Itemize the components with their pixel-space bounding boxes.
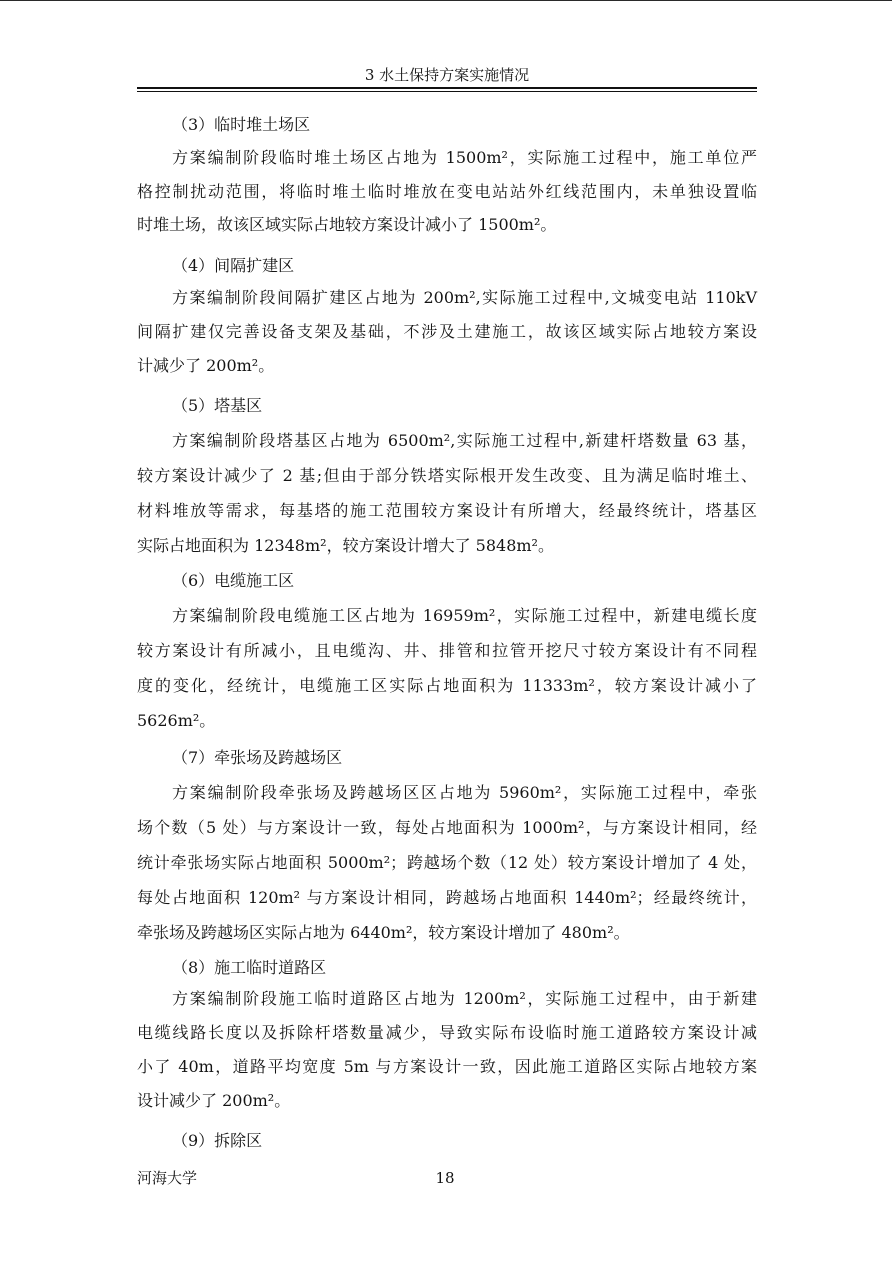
paragraph-line: 材料堆放等需求，每基塔的施工范围较方案设计有所增大，经最终统计，塔基区 [137, 501, 757, 520]
paragraph [137, 423, 757, 563]
page-number: 18 [435, 1169, 455, 1187]
paragraph [137, 775, 757, 950]
section-tower-foundation [137, 389, 757, 563]
running-header-title: 3 水土保持方案实施情况 [364, 66, 530, 84]
section-heading: （7）牵张场及跨越场区 [172, 747, 343, 767]
paragraph-line: 度的变化，经统计，电缆施工区实际占地面积为 11333m²，较方案设计减小了 [137, 675, 757, 695]
section-temporary-soil-stockpile [137, 109, 757, 242]
paragraph-line: 方案编制阶段临时堆土场区占地为 1500m²，实际施工过程中，施工单位严 [172, 148, 757, 167]
paragraph [137, 281, 757, 383]
paragraph-line: 方案编制阶段塔基区占地为 6500m²,实际施工过程中,新建杆塔数量 63 基， [172, 431, 757, 450]
section-heading: （6）电缆施工区 [172, 570, 295, 590]
section-heading: （9）拆除区 [172, 1131, 263, 1150]
paragraph-line: 间隔扩建仅完善设备支架及基础，不涉及土建施工，故该区域实际占地较方案设 [137, 322, 757, 341]
paragraph [137, 982, 757, 1118]
paragraph-line: 格控制扰动范围，将临时堆土临时堆放在变电站站外红线范围内，未单独设置临 [137, 181, 757, 201]
section-heading: （3）临时堆土场区 [172, 115, 311, 134]
paragraph-line: 方案编制阶段施工临时道路区占地为 1200m²，实际施工过程中，由于新建 [172, 989, 757, 1008]
paragraph-line: 小了 40m，道路平均宽度 5m 与方案设计一致，因此施工道路区实际占地较方案 [137, 1057, 757, 1076]
paragraph-line: 电缆线路长度以及拆除杆塔数量减少，导致实际布设临时施工道路较方案设计减 [137, 1023, 757, 1042]
section-heading: （4）间隔扩建区 [172, 256, 295, 275]
section-tension-and-crossing-field [137, 740, 757, 950]
paragraph-line: 方案编制阶段间隔扩建区占地为 200m²,实际施工过程中,文城变电站 110kV [172, 288, 757, 307]
paragraph-line: 较方案设计减少了 2 基;但由于部分铁塔实际根开发生改变、且为满足临时堆土、 [137, 466, 757, 485]
section-bay-expansion [137, 251, 757, 383]
paragraph-line: 牵张场及跨越场区实际占地为 6440m²，较方案设计增加了 480m²。 [137, 922, 630, 942]
paragraph-line: 统计牵张场实际占地面积 5000m²；跨越场个数（12 处）较方案设计增加了 4 处， [137, 852, 757, 872]
header-rule-thick [137, 87, 757, 89]
header-rule-thin [137, 91, 757, 92]
paragraph-line: 设计减少了 200m²。 [137, 1091, 291, 1110]
paragraph-line: 场个数（5 处）与方案设计一致，每处占地面积为 1000m²，与方案设计相同，经 [137, 817, 757, 837]
paragraph-line: 5626m²。 [137, 710, 216, 730]
section-demolition [137, 1124, 757, 1158]
paragraph [137, 598, 757, 738]
paragraph-line: 每处占地面积 120m² 与方案设计相同，跨越场占地面积 1440m²；经最终统计， [137, 887, 757, 907]
paragraph-line: 计减少了 200m²。 [137, 356, 275, 375]
paragraph-line: 时堆土场，故该区域实际占地较方案设计减小了 1500m²。 [137, 215, 557, 234]
paragraph-line: 较方案设计有所减小，且电缆沟、井、排管和拉管开挖尺寸较方案设计有不同程 [137, 640, 757, 660]
footer-institution: 河海大学 [137, 1169, 198, 1187]
paragraph-line: 方案编制阶段电缆施工区占地为 16959m²，实际施工过程中，新建电缆长度 [172, 605, 757, 625]
paragraph-line: 实际占地面积为 12348m²，较方案设计增大了 5848m²。 [137, 536, 554, 555]
paragraph [137, 141, 757, 242]
paragraph-line: 方案编制阶段牵张场及跨越场区区占地为 5960m²，实际施工过程中，牵张 [172, 782, 757, 802]
section-cable-construction [137, 563, 757, 738]
section-temporary-construction-road [137, 954, 757, 1118]
section-heading: （5）塔基区 [172, 396, 263, 415]
page-top-border [0, 0, 892, 1]
section-heading: （8）施工临时道路区 [172, 958, 327, 977]
